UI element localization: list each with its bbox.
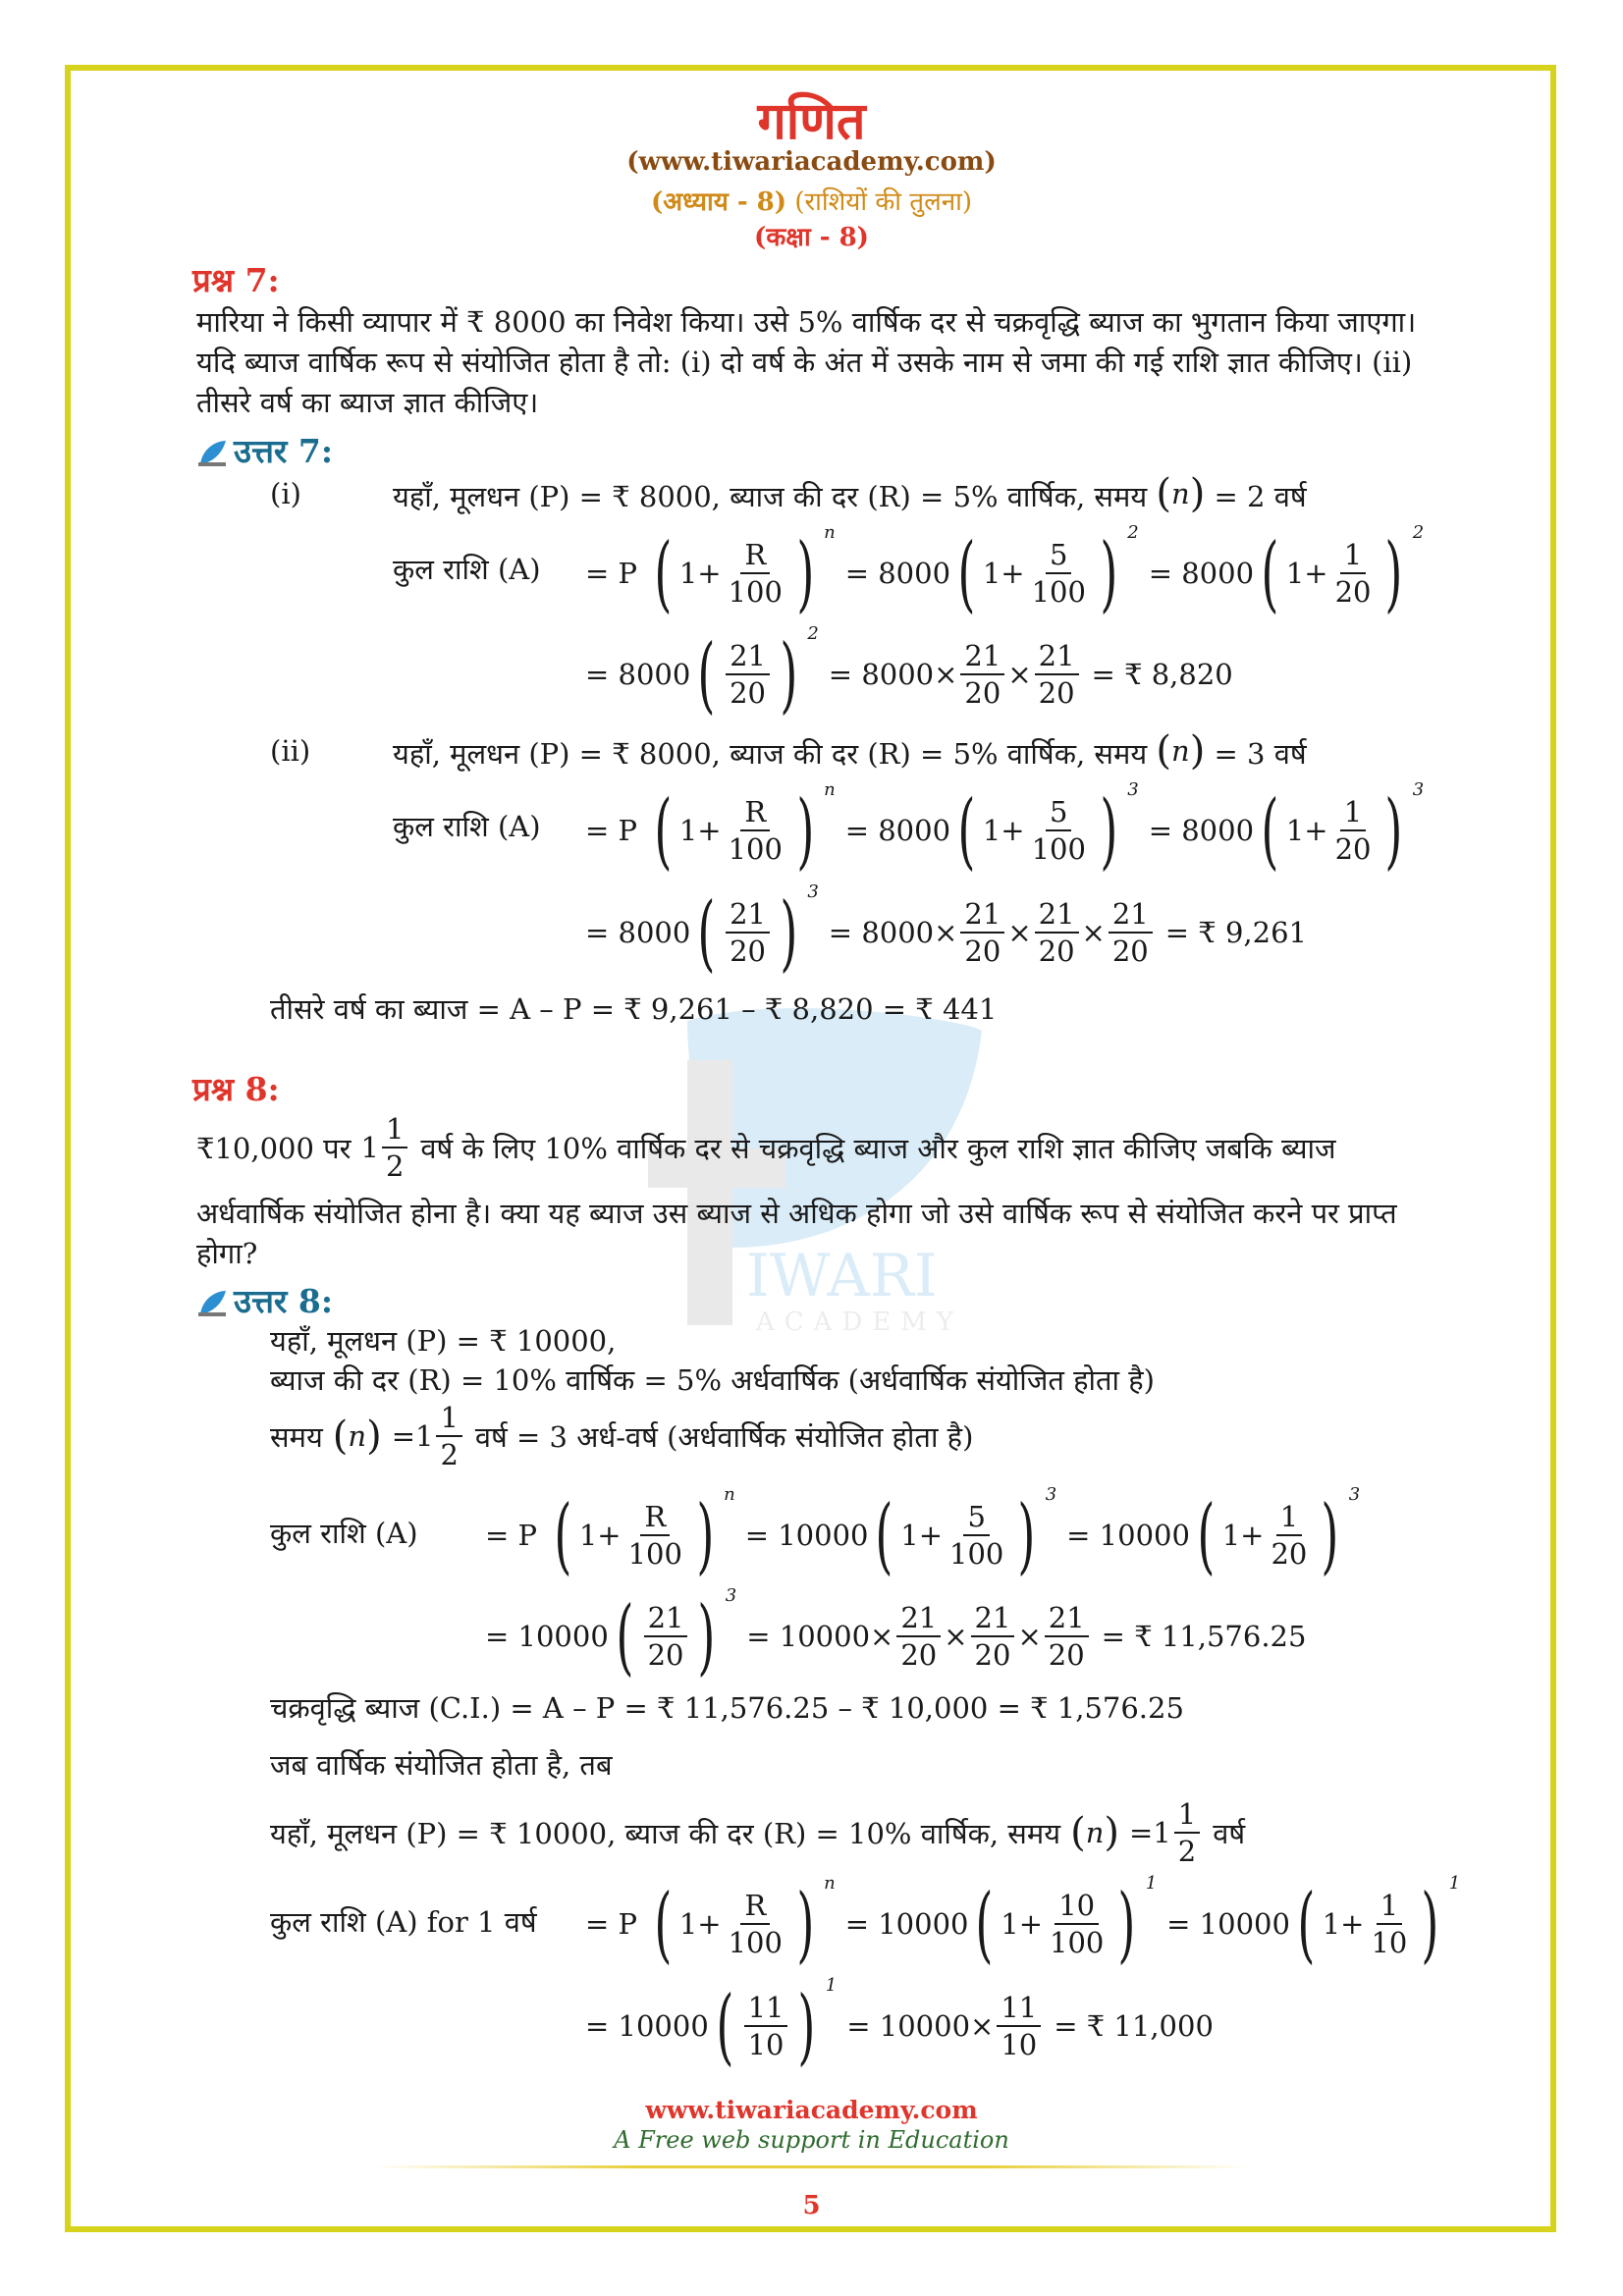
chapter-number: (अध्याय - 8)	[650, 187, 787, 217]
page-title: गणित	[757, 91, 866, 151]
a7-i-result: = ₹ 8,820	[1091, 658, 1233, 691]
a8-ci: चक्रवृद्धि ब्याज (C.I.) = A – P = ₹ 11,576.25 – ₹ 10,000 = ₹ 1,576.25	[270, 1691, 1184, 1725]
footer-tagline: A Free web support in Education	[614, 2126, 1009, 2154]
answer-leaf-icon	[196, 439, 228, 468]
a7-i-given	[393, 471, 1307, 516]
q7-label: प्रश्न 7:	[192, 261, 280, 299]
a7-i-mark: (i)	[270, 477, 301, 510]
a8-formula-4: = 10000 ( $\frac{11}{10}$ ) $^1$ = 10000× $\frac{11}{10}$ = ₹ 11,000	[585, 1975, 1214, 2074]
a8-given2-text: यहाँ, मूलधन (P) = ₹ 10000, ब्याज की दर (R) = 10% वार्षिक, समय	[270, 1816, 1061, 1850]
a8-line-1: यहाँ, मूलधन (P) = ₹ 10000,	[270, 1324, 617, 1358]
header-chapter	[0, 183, 1623, 218]
q7-text: मारिया ने किसी व्यापार में ₹ 8000 का निवेश किया। उसे 5% वार्षिक दर से चक्रवृद्धि ब्याज का भुगतान किया जाएगा। यदि ब्याज वार्षिक रूप से संयोजित होता है तो: (i) दो वर्ष के अंत में उसके नाम से जमा की गई राशि ज्ञात कीजिए। (ii) तीसरे वर्ष का ब्याज ज्ञात कीजिए।	[196, 305, 1417, 419]
watermark-text: IWARI	[746, 1242, 938, 1310]
a8-l3-a: समय	[270, 1419, 323, 1454]
a8-heading	[196, 1278, 333, 1322]
answer-leaf-icon	[196, 1289, 228, 1318]
a8-result-2: = ₹ 11,000	[1054, 2009, 1214, 2043]
q8-label: प्रश्न 8:	[192, 1070, 280, 1108]
a8-l3-b: वर्ष = 3 अर्ध-वर्ष (अर्धवार्षिक संयोजित होता है)	[474, 1419, 974, 1454]
a7-ii-mark: (ii)	[270, 734, 311, 768]
a7-ii-given	[393, 728, 1307, 774]
a7-i-amount-label: कुल राशि (A)	[393, 553, 541, 586]
a8-formula-3: = P ( 1+ $\frac{R}{100}$ ) $^n$ = 10000 ( 1+ $\frac{10}{100}$ ) $^1$ = 10000 ( 1+ $\frac{1}{10}$ ) $^1$	[585, 1873, 1461, 1972]
a8-annual: जब वार्षिक संयोजित होता है, तब	[270, 1748, 613, 1782]
q8-line-1: ₹10,000 पर 1 $\frac{1}{2}$ वर्ष के लिए 10% वार्षिक दर से चक्रवृद्धि ब्याज और कुल राशि ज्ञात कीजिए जबकि ब्याज	[196, 1112, 1336, 1183]
footer-site: www.tiwariacademy.com	[645, 2096, 978, 2124]
a7-ii-formula-1: = P ( 1+ $\frac{R}{100}$ ) $^n$ = 8000 ( 1+ $\frac{5}{100}$ ) $^3$ = 8000 ( 1+ $\frac{1}{20}$ ) $^3$	[585, 779, 1425, 879]
a7-i-n: = 2 वर्ष	[1214, 480, 1307, 513]
a7-i-formula-2: = 8000 ( $\frac{21}{20}$ ) $^2$ = 8000× $\frac{21}{20}$ × $\frac{21}{20}$ = ₹ 8,820	[585, 623, 1233, 722]
a8-amount-label: कुल राशि (A)	[270, 1517, 418, 1550]
a7-ii-result: = ₹ 9,261	[1164, 916, 1307, 949]
a8-formula-2: = 10000 ( $\frac{21}{20}$ ) $^3$ = 10000× $\frac{21}{20}$ × $\frac{21}{20}$ × $\frac{21}{20}$ = ₹ 11,576.25	[485, 1585, 1307, 1684]
a8-given-2: यहाँ, मूलधन (P) = ₹ 10000, ब्याज की दर (R) = 10% वार्षिक, समय ( n ) = 1 $\frac{1}{2}$ वर्ष	[270, 1797, 1246, 1868]
time-n-symbol: ( n )	[1156, 471, 1206, 516]
q8-text-a: ₹10,000 पर	[196, 1131, 352, 1165]
q8-text-b: वर्ष के लिए 10% वार्षिक दर से चक्रवृद्धि ब्याज और कुल राशि ज्ञात कीजिए जबकि ब्याज	[420, 1131, 1336, 1165]
a8-line-2: ब्याज की दर (R) = 10% वार्षिक = 5% अर्धवार्षिक (अर्धवार्षिक संयोजित होता है)	[270, 1363, 1155, 1397]
time-n-symbol: ( n )	[1156, 728, 1206, 774]
a7-i-given-text: यहाँ, मूलधन (P) = ₹ 8000, ब्याज की दर (R) = 5% वार्षिक, समय	[393, 480, 1148, 513]
chapter-name: (राशियों की तुलना)	[794, 187, 973, 217]
a7-ii-n: = 3 वर्ष	[1214, 737, 1307, 771]
page-number: 5	[802, 2191, 821, 2220]
a7-label: उत्तर 7:	[234, 432, 334, 470]
header-class: (कक्षा - 8)	[754, 223, 869, 252]
a8-amount-1yr-label: कुल राशि (A) for 1 वर्ष	[270, 1905, 537, 1939]
a8-formula-1: = P ( 1+ $\frac{R}{100}$ ) $^n$ = 10000 ( 1+ $\frac{5}{100}$ ) $^3$ = 10000 ( 1+ $\frac{1}{20}$ ) $^3$	[485, 1484, 1361, 1583]
a8-label: उत्तर 8:	[234, 1282, 334, 1320]
a7-ii-given-text: यहाँ, मूलधन (P) = ₹ 8000, ब्याज की दर (R) = 5% वार्षिक, समय	[393, 737, 1148, 771]
a7-ii-amount-label: कुल राशि (A)	[393, 810, 541, 843]
a8-line-3: समय ( n ) = 1 $\frac{1}{2}$ वर्ष = 3 अर्ध-वर्ष (अर्धवार्षिक संयोजित होता है)	[270, 1401, 974, 1471]
a7-heading	[196, 428, 333, 472]
a8-given2-b: वर्ष	[1213, 1816, 1246, 1850]
a7-third-year: तीसरे वर्ष का ब्याज = A – P = ₹ 9,261 – ₹ 8,820 = ₹ 441	[270, 992, 998, 1026]
header-site: (www.tiwariacademy.com)	[626, 147, 997, 177]
watermark-subtext: ACADEMY	[756, 1308, 964, 1337]
q8-text-c: अर्धवार्षिक संयोजित होना है। क्या यह ब्याज उस ब्याज से अधिक होगा जो उसे वार्षिक रूप से संयोजित करने पर प्राप्त होगा?	[196, 1197, 1397, 1270]
a7-i-formula-1: = P ( 1+ $\frac{R}{100}$ ) $^n$ = 8000 ( 1+ $\frac{5}{100}$ ) $^2$ = 8000 ( 1+ $\frac{1}{20}$ ) $^2$	[585, 522, 1425, 621]
a7-ii-formula-2: = 8000 ( $\frac{21}{20}$ ) $^3$ = 8000× $\frac{21}{20}$ × $\frac{21}{20}$ × $\frac{21}{20}$ = ₹ 9,261	[585, 881, 1307, 981]
footer-divider	[373, 2165, 1250, 2168]
a8-result-1: = ₹ 11,576.25	[1101, 1620, 1307, 1653]
